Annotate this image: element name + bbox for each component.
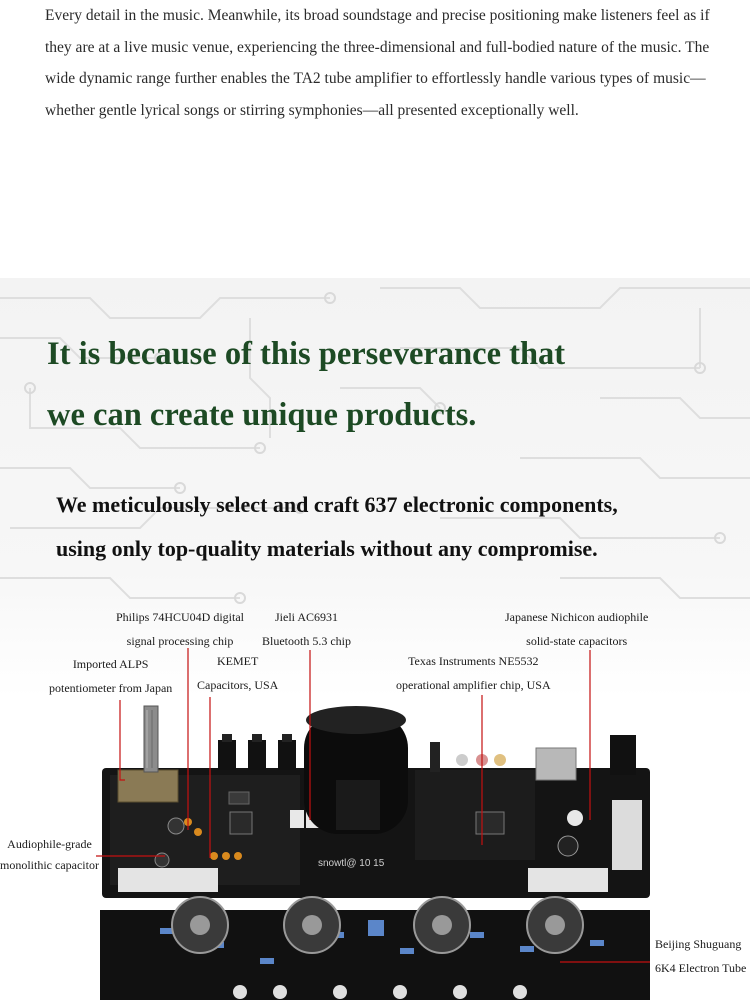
callout-philips	[116, 605, 244, 653]
callout-jieli-line-1: Jieli AC6931	[274, 610, 338, 624]
headline-line-2: we can create unique products.	[47, 397, 477, 433]
callout-nichicon-line-1: Japanese Nichicon audiophile	[505, 610, 649, 624]
callout-kemet-line-2: Capacitors, USA	[197, 678, 279, 692]
callout-ti-line-2: operational amplifier chip, USA	[396, 678, 551, 692]
callout-alps	[49, 652, 172, 700]
callout-philips-line-1: Philips 74HCU04D digital	[116, 610, 245, 624]
headline-line-1: It is because of this perseverance that	[47, 336, 566, 372]
subheadline-line-1: We meticulously select and craft 637 electronic components,	[56, 492, 618, 517]
subheadline-line-2: using only top-quality materials without any compromise.	[56, 536, 598, 561]
callout-philips-line-2: signal processing chip	[126, 634, 234, 648]
callout-nichicon-line-2: solid-state capacitors	[526, 634, 628, 648]
callout-monolithic-capacitor	[0, 834, 99, 876]
pcb-silkscreen-text: snowtl@ 10 15	[318, 858, 385, 869]
callout-shuguang-tube	[655, 932, 746, 980]
usb-port	[536, 748, 576, 780]
callout-kemet	[197, 649, 278, 697]
callout-texas-instruments	[396, 649, 551, 697]
callout-ti-line-1: Texas Instruments NE5532	[408, 654, 539, 668]
callout-monolithic-line-2: monolithic capacitor	[0, 858, 99, 872]
callout-alps-line-2: potentiometer from Japan	[49, 681, 173, 695]
callout-monolithic-line-1: Audiophile-grade	[7, 837, 92, 851]
callout-jieli-line-2: Bluetooth 5.3 chip	[262, 634, 351, 648]
alps-potentiometer	[118, 770, 178, 802]
callout-kemet-line-1: KEMET	[217, 654, 259, 668]
callout-nichicon	[505, 605, 648, 653]
callout-shuguang-line-1: Beijing Shuguang	[655, 937, 742, 951]
callout-shuguang-line-2: 6K4 Electron Tube	[655, 961, 747, 975]
intro-paragraph: Every detail in the music. Meanwhile, its broad soundstage and precise positioning make listeners feel as if they are at a live music venue, experiencing the three-dimensional and full-bodied nature of the music. The wide dynamic range further enables the TA2 tube amplifier to effortlessly handle various types of music—whether gentle lyrical songs or stirring symphonies—all presented exceptionally well.	[45, 7, 710, 119]
callout-jieli	[262, 605, 351, 653]
callout-alps-line-1: Imported ALPS	[72, 657, 149, 671]
